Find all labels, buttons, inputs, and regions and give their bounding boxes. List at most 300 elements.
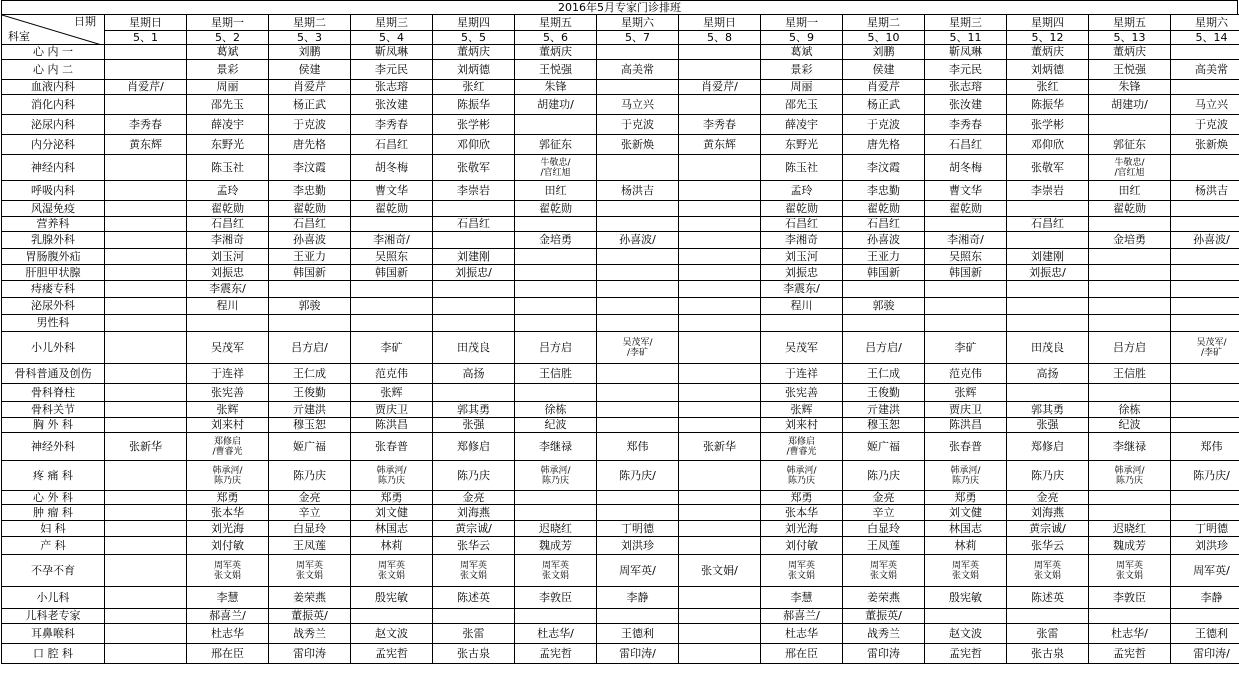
doctor-cell: 张文娟/: [679, 555, 761, 587]
doctor-cell: [105, 364, 187, 384]
doctor-cell: 胡建功/: [515, 95, 597, 115]
doctor-cell: [761, 555, 843, 587]
doctor-cell: 张红: [1007, 80, 1089, 95]
doctor-cell: 张宪善: [761, 384, 843, 402]
doctor-cell: 郑勇: [187, 491, 269, 505]
doctor-cell: [597, 265, 679, 281]
doctor-cell: [679, 624, 761, 644]
doctor-name: 韩承河/: [376, 465, 407, 476]
doctor-cell: 于克波: [269, 115, 351, 135]
doctor-cell: 董炳庆: [515, 45, 597, 60]
department-name: 神经内科: [2, 155, 105, 181]
doctor-cell: 李震东/: [187, 281, 269, 298]
doctor-cell: 吴茂军: [761, 332, 843, 364]
doctor-cell: 翟乾勋: [1089, 201, 1171, 217]
doctor-cell: [597, 384, 679, 402]
doctor-cell: [679, 644, 761, 664]
doctor-cell: 张强: [1007, 418, 1089, 433]
doctor-cell: 李元民: [351, 60, 433, 80]
doctor-cell: 刘付敏: [187, 537, 269, 555]
doctor-cell: 郑勇: [351, 491, 433, 505]
table-row: [2, 217, 1239, 232]
doctor-cell: 吴照东: [351, 249, 433, 265]
doctor-cell: 李湘奇/: [925, 232, 1007, 249]
doctor-cell: [679, 521, 761, 537]
doctor-cell: [351, 298, 433, 315]
sheet-title: 2016年5月专家门诊排班: [1, 0, 1238, 14]
doctor-name: 张文娟: [1033, 570, 1061, 581]
doctor-name: 韩承河/: [1114, 465, 1145, 476]
doctor-cell: 韩国新: [925, 265, 1007, 281]
doctor-cell: 张本华: [761, 505, 843, 521]
doctor-name: 陈乃庆: [1115, 475, 1143, 486]
doctor-name: 韩承河/: [212, 465, 243, 476]
table-row: [2, 433, 1239, 461]
doctor-cell: [433, 609, 515, 624]
doctor-name: 张文娟: [295, 570, 323, 581]
doctor-cell: 邵先玉: [187, 95, 269, 115]
doctor-cell: [515, 281, 597, 298]
doctor-cell: [843, 315, 925, 332]
doctor-name: 陈乃庆: [787, 475, 815, 486]
doctor-cell: [925, 555, 1007, 587]
doctor-cell: [105, 45, 187, 60]
doctor-cell: 王仁成: [843, 364, 925, 384]
doctor-name: 周军英: [787, 560, 815, 571]
doctor-cell: 翟乾勋: [187, 201, 269, 217]
doctor-cell: [597, 364, 679, 384]
doctor-cell: 刘洪珍: [1171, 537, 1239, 555]
doctor-cell: 陈乃庆/: [597, 461, 679, 491]
corner-date-label: 日期: [74, 15, 96, 28]
doctor-cell: 孙喜波: [269, 232, 351, 249]
doctor-cell: 石昌红: [187, 217, 269, 232]
doctor-cell: 赵文波: [925, 624, 1007, 644]
doctor-cell: 金培勇: [515, 232, 597, 249]
doctor-cell: 刘鹏: [269, 45, 351, 60]
doctor-cell: 郑修启: [1007, 433, 1089, 461]
doctor-cell: [679, 155, 761, 181]
table-row: [2, 249, 1239, 265]
doctor-cell: [515, 217, 597, 232]
doctor-name: 韩承河/: [950, 465, 981, 476]
department-name: 小儿科: [2, 587, 105, 609]
doctor-cell: 王悦强: [515, 60, 597, 80]
doctor-name: /李矿: [626, 347, 649, 358]
weekday-header: 星期一: [761, 15, 843, 31]
doctor-cell: 刘炳德: [433, 60, 515, 80]
doctor-cell: [1007, 315, 1089, 332]
table-row: [2, 60, 1239, 80]
doctor-cell: 王信胜: [1089, 364, 1171, 384]
doctor-cell: [1171, 332, 1239, 364]
doctor-cell: 杨洪吉: [1171, 181, 1239, 201]
doctor-cell: [105, 384, 187, 402]
doctor-cell: 贾庆卫: [925, 402, 1007, 418]
doctor-cell: 田茂良: [1007, 332, 1089, 364]
doctor-cell: 张古泉: [1007, 644, 1089, 664]
doctor-cell: [1089, 281, 1171, 298]
doctor-cell: 邵先玉: [761, 95, 843, 115]
department-name: 血液内科: [2, 80, 105, 95]
doctor-cell: [105, 95, 187, 115]
doctor-cell: 李秀春: [105, 115, 187, 135]
department-name: 风湿免疫: [2, 201, 105, 217]
weekday-header: 星期四: [433, 15, 515, 31]
doctor-cell: 周丽: [761, 80, 843, 95]
doctor-cell: [105, 181, 187, 201]
doctor-cell: 刘建刚: [433, 249, 515, 265]
table-row: [2, 537, 1239, 555]
doctor-name: 周军英: [459, 560, 487, 571]
doctor-cell: 殷宪敏: [351, 587, 433, 609]
doctor-cell: 张汝建: [925, 95, 1007, 115]
doctor-cell: 侯建: [843, 60, 925, 80]
doctor-cell: 陈振华: [433, 95, 515, 115]
doctor-cell: 赵文波: [351, 624, 433, 644]
doctor-cell: [105, 155, 187, 181]
doctor-cell: 张春普: [351, 433, 433, 461]
doctor-cell: 石昌红: [761, 217, 843, 232]
table-row: [2, 332, 1239, 364]
table-row: [2, 80, 1239, 95]
table-row: [2, 644, 1239, 664]
doctor-cell: 林莉: [925, 537, 1007, 555]
doctor-cell: [515, 505, 597, 521]
doctor-cell: [1089, 491, 1171, 505]
doctor-cell: 景彩: [761, 60, 843, 80]
doctor-cell: [1171, 265, 1239, 281]
table-row: [2, 315, 1239, 332]
doctor-cell: 徐栋: [515, 402, 597, 418]
doctor-cell: [597, 281, 679, 298]
doctor-cell: [105, 402, 187, 418]
doctor-cell: 靳凤琳: [925, 45, 1007, 60]
doctor-cell: [679, 249, 761, 265]
doctor-cell: 刘来村: [761, 418, 843, 433]
doctor-name: /李矿: [1200, 347, 1223, 358]
doctor-cell: 雷印涛/: [1171, 644, 1239, 664]
doctor-cell: 穆玉恕: [843, 418, 925, 433]
doctor-cell: 董炳庆: [1007, 45, 1089, 60]
date-header: 5、3: [269, 31, 351, 45]
doctor-cell: 李矿: [925, 332, 1007, 364]
doctor-cell: 王俊勤: [843, 384, 925, 402]
doctor-cell: 王凤莲: [843, 537, 925, 555]
doctor-cell: 张本华: [187, 505, 269, 521]
table-row: [2, 364, 1239, 384]
doctor-cell: 陈乃庆: [433, 461, 515, 491]
doctor-cell: 张春普: [925, 433, 1007, 461]
doctor-cell: [925, 298, 1007, 315]
doctor-cell: 刘振忠/: [1007, 265, 1089, 281]
doctor-cell: 刘文健: [925, 505, 1007, 521]
doctor-cell: [1171, 281, 1239, 298]
department-name: 口 腔 科: [2, 644, 105, 664]
doctor-cell: [515, 461, 597, 491]
department-name: 神经外科: [2, 433, 105, 461]
doctor-cell: 张辉: [351, 384, 433, 402]
doctor-name: /曹睿光: [786, 446, 817, 457]
doctor-cell: 周丽: [187, 80, 269, 95]
doctor-cell: 翟乾勋: [761, 201, 843, 217]
doctor-cell: 郭骏: [269, 298, 351, 315]
date-header: 5、8: [679, 31, 761, 45]
doctor-cell: 金亮: [843, 491, 925, 505]
doctor-name: 张文娟: [951, 570, 979, 581]
doctor-cell: [1089, 609, 1171, 624]
doctor-cell: [1089, 249, 1171, 265]
doctor-cell: 唐先格: [269, 135, 351, 155]
doctor-name: 周军英: [1115, 560, 1143, 571]
weekday-header: 星期五: [515, 15, 597, 31]
doctor-cell: [843, 555, 925, 587]
weekday-header: 星期二: [269, 15, 351, 31]
doctor-cell: 石昌红: [351, 135, 433, 155]
doctor-cell: [105, 505, 187, 521]
doctor-cell: 邢在臣: [761, 644, 843, 664]
doctor-cell: [597, 418, 679, 433]
doctor-cell: 张辉: [187, 402, 269, 418]
doctor-cell: [1171, 249, 1239, 265]
doctor-cell: 孟宪哲: [515, 644, 597, 664]
doctor-cell: [597, 491, 679, 505]
doctor-cell: 郑勇: [925, 491, 1007, 505]
doctor-name: 郑修启: [787, 436, 815, 447]
doctor-cell: [433, 232, 515, 249]
table-row: [2, 555, 1239, 587]
doctor-cell: [679, 217, 761, 232]
weekday-header: 星期六: [597, 15, 679, 31]
doctor-name: 张文娟: [377, 570, 405, 581]
doctor-cell: [925, 281, 1007, 298]
doctor-cell: [1007, 281, 1089, 298]
doctor-cell: 石昌红: [843, 217, 925, 232]
doctor-cell: [187, 433, 269, 461]
doctor-cell: 丁明德: [597, 521, 679, 537]
doctor-cell: 李元民: [925, 60, 1007, 80]
doctor-cell: [433, 315, 515, 332]
doctor-cell: 丁明德: [1171, 521, 1239, 537]
doctor-cell: 陈乃庆: [843, 461, 925, 491]
doctor-name: 陈乃庆: [541, 475, 569, 486]
doctor-cell: 田红: [515, 181, 597, 201]
doctor-cell: 郭征东: [1089, 135, 1171, 155]
table-row: [2, 418, 1239, 433]
doctor-cell: [1171, 45, 1239, 60]
doctor-cell: 李汶霞: [843, 155, 925, 181]
doctor-cell: [925, 609, 1007, 624]
doctor-cell: [679, 364, 761, 384]
doctor-cell: 靳凤琳: [351, 45, 433, 60]
doctor-cell: [515, 609, 597, 624]
doctor-name: 周军英: [1033, 560, 1061, 571]
doctor-cell: 战秀兰: [269, 624, 351, 644]
doctor-cell: 邓仰欣: [1007, 135, 1089, 155]
doctor-cell: [679, 201, 761, 217]
doctor-name: 吴茂军/: [622, 337, 653, 348]
doctor-cell: [269, 555, 351, 587]
doctor-cell: 刘玉河: [187, 249, 269, 265]
doctor-cell: 张志瑢: [925, 80, 1007, 95]
department-name: 妇 科: [2, 521, 105, 537]
doctor-cell: 李静: [1171, 587, 1239, 609]
doctor-cell: 穆玉恕: [269, 418, 351, 433]
doctor-name: 周军英: [869, 560, 897, 571]
doctor-cell: 景彩: [187, 60, 269, 80]
doctor-cell: [1171, 491, 1239, 505]
date-header: 5、13: [1089, 31, 1171, 45]
doctor-cell: [679, 461, 761, 491]
department-name: 营养科: [2, 217, 105, 232]
doctor-cell: 董炳庆: [433, 45, 515, 60]
department-name: 乳腺外科: [2, 232, 105, 249]
doctor-cell: [679, 537, 761, 555]
table-row: [2, 402, 1239, 418]
doctor-cell: 田茂良: [433, 332, 515, 364]
table-row: [2, 201, 1239, 217]
doctor-cell: 战秀兰: [843, 624, 925, 644]
doctor-cell: 田红: [1089, 181, 1171, 201]
doctor-cell: 张汝建: [351, 95, 433, 115]
doctor-cell: 于连祥: [761, 364, 843, 384]
doctor-cell: 郭其勇: [1007, 402, 1089, 418]
schedule-sheet: [1, 0, 1238, 664]
doctor-cell: 王俊勤: [269, 384, 351, 402]
doctor-cell: [679, 587, 761, 609]
doctor-name: 张文娟: [213, 570, 241, 581]
doctor-cell: 金亮: [1007, 491, 1089, 505]
table-row: [2, 609, 1239, 624]
doctor-cell: 郭其勇: [433, 402, 515, 418]
doctor-cell: [597, 155, 679, 181]
doctor-cell: 林国志: [925, 521, 1007, 537]
table-row: [2, 181, 1239, 201]
doctor-cell: 吴茂军: [187, 332, 269, 364]
doctor-cell: 薛凌宇: [187, 115, 269, 135]
doctor-cell: 金亮: [433, 491, 515, 505]
doctor-cell: 张雷: [433, 624, 515, 644]
doctor-cell: [105, 315, 187, 332]
doctor-name: 周军英: [213, 560, 241, 571]
table-row: [2, 461, 1239, 491]
doctor-cell: 林莉: [351, 537, 433, 555]
weekday-header: 星期一: [187, 15, 269, 31]
doctor-name: 周军英: [541, 560, 569, 571]
doctor-cell: 刘振忠/: [433, 265, 515, 281]
doctor-cell: [597, 298, 679, 315]
doctor-cell: [597, 505, 679, 521]
doctor-cell: 周军英/: [597, 555, 679, 587]
doctor-cell: [105, 537, 187, 555]
date-header: 5、7: [597, 31, 679, 45]
doctor-cell: 高扬: [433, 364, 515, 384]
doctor-cell: [105, 281, 187, 298]
doctor-cell: 董炳庆: [1089, 45, 1171, 60]
doctor-name: 韩承河/: [786, 465, 817, 476]
doctor-cell: 雷印涛: [269, 644, 351, 664]
date-header: 5、9: [761, 31, 843, 45]
doctor-name: /官红旭: [1114, 167, 1145, 178]
doctor-cell: 李敦臣: [515, 587, 597, 609]
doctor-name: 张文娟: [1115, 570, 1143, 581]
doctor-cell: 侯建: [269, 60, 351, 80]
doctor-cell: 葛斌: [187, 45, 269, 60]
doctor-cell: 亓建洪: [269, 402, 351, 418]
department-name: 产 科: [2, 537, 105, 555]
department-name: 男性科: [2, 315, 105, 332]
doctor-cell: [105, 249, 187, 265]
doctor-cell: 王亚力: [269, 249, 351, 265]
department-name: 泌尿外科: [2, 298, 105, 315]
doctor-cell: [925, 461, 1007, 491]
doctor-cell: 陈述英: [433, 587, 515, 609]
doctor-cell: [597, 217, 679, 232]
doctor-cell: 李崇岩: [1007, 181, 1089, 201]
doctor-cell: 孙喜波/: [1171, 232, 1239, 249]
weekday-header: 星期五: [1089, 15, 1171, 31]
doctor-cell: 肖爱芹: [269, 80, 351, 95]
date-header: 5、12: [1007, 31, 1089, 45]
doctor-cell: [351, 461, 433, 491]
doctor-cell: 吴照东: [925, 249, 1007, 265]
doctor-cell: [679, 45, 761, 60]
doctor-cell: 刘洪珍: [597, 537, 679, 555]
doctor-cell: 迟晓红: [1089, 521, 1171, 537]
doctor-cell: 姜荣燕: [269, 587, 351, 609]
table-row: [2, 265, 1239, 281]
department-name: 儿科老专家: [2, 609, 105, 624]
doctor-cell: [1171, 418, 1239, 433]
doctor-cell: 石昌红: [433, 217, 515, 232]
doctor-cell: [1089, 155, 1171, 181]
doctor-cell: [351, 217, 433, 232]
doctor-cell: 刘建刚: [1007, 249, 1089, 265]
doctor-name: /曹睿光: [212, 446, 243, 457]
doctor-cell: 程川: [187, 298, 269, 315]
doctor-cell: 石昌红: [1007, 217, 1089, 232]
doctor-cell: [105, 298, 187, 315]
doctor-cell: 邓仰欣: [433, 135, 515, 155]
doctor-cell: 贾庆卫: [351, 402, 433, 418]
doctor-cell: [761, 315, 843, 332]
doctor-cell: 曹文华: [925, 181, 1007, 201]
doctor-cell: 李忠勤: [843, 181, 925, 201]
doctor-cell: 李慧: [187, 587, 269, 609]
doctor-cell: 邢在臣: [187, 644, 269, 664]
doctor-cell: 李静: [597, 587, 679, 609]
doctor-cell: [679, 505, 761, 521]
doctor-cell: [679, 298, 761, 315]
doctor-cell: 陈洪昌: [351, 418, 433, 433]
schedule-table: [1, 14, 1239, 664]
doctor-cell: 李秀春: [925, 115, 1007, 135]
department-name: 不孕不育: [2, 555, 105, 587]
doctor-cell: [679, 265, 761, 281]
doctor-cell: 纪波: [1089, 418, 1171, 433]
doctor-cell: [1171, 384, 1239, 402]
doctor-cell: 李继禄: [1089, 433, 1171, 461]
doctor-cell: 王德利: [597, 624, 679, 644]
table-row: [2, 491, 1239, 505]
doctor-cell: 石昌红: [925, 135, 1007, 155]
date-header: 5、1: [105, 31, 187, 45]
doctor-cell: [1171, 364, 1239, 384]
corner-cell: [2, 15, 105, 45]
doctor-cell: [1171, 402, 1239, 418]
date-header-row: [2, 31, 1239, 45]
doctor-cell: 辛立: [843, 505, 925, 521]
